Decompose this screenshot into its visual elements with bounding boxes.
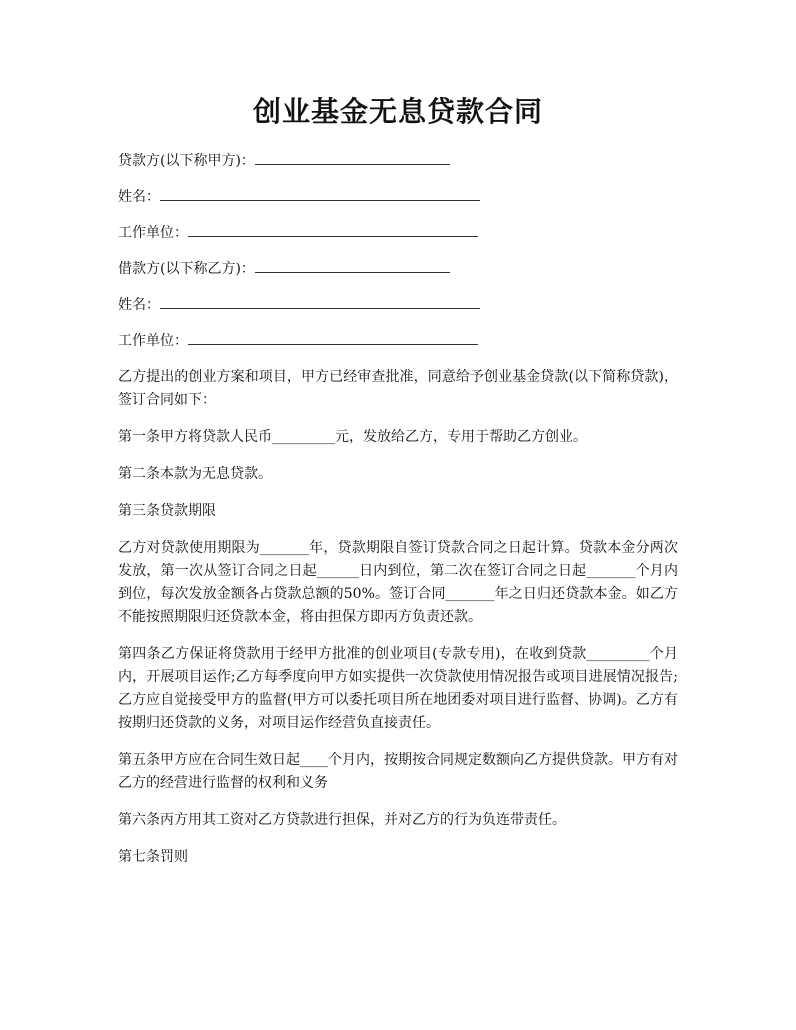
borrower-label: 借款方(以下称乙方)： [118,261,255,277]
article-7-heading: 第七条罚则 [118,849,188,865]
borrower-name-label: 姓名： [118,297,160,313]
lender-name-blank[interactable] [160,186,480,201]
article-2-paragraph: 第二条本款为无息贷款。 [118,466,272,482]
borrower-name-blank[interactable] [160,294,480,309]
borrower-employer-blank[interactable] [188,330,478,345]
lender-employer-label: 工作单位： [118,225,188,241]
article-3-heading: 第三条贷款期限 [118,503,216,519]
borrower-employer-field [118,330,678,354]
borrower-field [118,258,678,282]
contract-body [118,150,678,883]
lender-name-label: 姓名： [118,189,160,205]
lender-name-field [118,186,678,210]
borrower-name-field [118,294,678,318]
lender-field [118,150,678,174]
lender-employer-field [118,222,678,246]
loan-term-paragraph: 乙方对贷款使用期限为_______年，贷款期限自签订贷款合同之日起计算。贷款本金分两次发放，第一次从签订合同之日起______日内到位，第二次在签订合同之日起_______个月内到位，每次发放金额各占贷款总额的50%。签订合同_______年之日归还贷款本金。如乙方不能按照期限归还贷款本金，将由担保方即丙方负责还款。 [118,540,678,625]
article-4-paragraph: 第四条乙方保证将贷款用于经甲方批准的创业项目(专款专用)，在收到贷款_________个月内，开展项目运作;乙方每季度向甲方如实提供一次贷款使用情况报告或项目进展情况报告;乙方应自觉接受甲方的监督(甲方可以委托项目所在地团委对项目进行监督、协调)。乙方有按期归还贷款的义务，对项目运作经营负直接责任。 [118,646,678,731]
contract-title: 创业基金无息贷款合同 [252,95,543,128]
article-6-paragraph: 第六条丙方用其工资对乙方贷款进行担保，并对乙方的行为负连带责任。 [118,812,566,828]
preamble-paragraph: 乙方提出的创业方案和项目，甲方已经审查批准，同意给予创业基金贷款(以下简称贷款)，签订合同如下： [118,369,678,408]
article-1-paragraph: 第一条甲方将贷款人民币_________元，发放给乙方，专用于帮助乙方创业。 [118,429,587,445]
borrower-employer-label: 工作单位： [118,333,188,349]
article-5-paragraph: 第五条甲方应在合同生效日起____个月内，按期按合同规定数额向乙方提供贷款。甲方有对乙方的经营进行监督的权利和义务 [118,752,678,791]
lender-label: 贷款方(以下称甲方)： [118,153,255,169]
lender-employer-blank[interactable] [188,222,478,237]
borrower-blank[interactable] [255,258,450,273]
lender-blank[interactable] [255,150,450,165]
